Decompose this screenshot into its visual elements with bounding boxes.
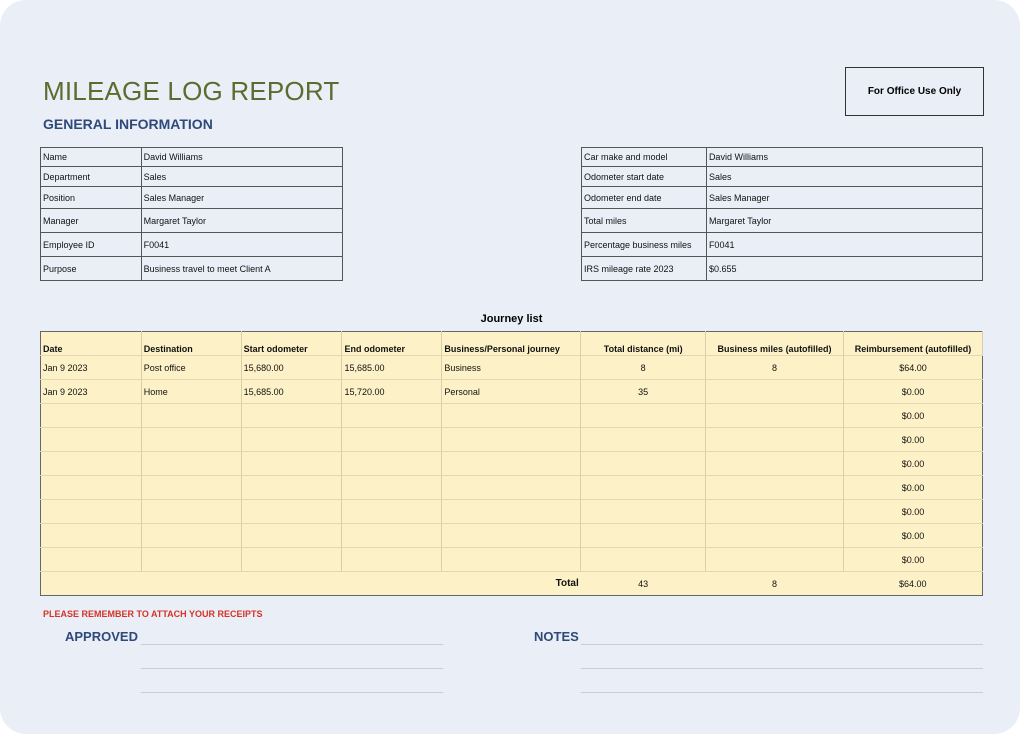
journey-cell[interactable] (41, 500, 142, 524)
receipts-reminder: PLEASE REMEMBER TO ATTACH YOUR RECEIPTS (43, 609, 263, 619)
journey-cell (581, 524, 706, 548)
journey-total-cell: Total (555, 578, 579, 589)
journey-cell[interactable]: 15,680.00 (241, 356, 342, 380)
journey-cell: $0.00 (844, 476, 983, 500)
employee-info-label: Name (41, 148, 142, 167)
journey-cell (706, 452, 844, 476)
journey-row (41, 428, 983, 452)
journey-row (41, 548, 983, 572)
journey-row (41, 452, 983, 476)
employee-info-row (41, 148, 343, 167)
vehicle-info-label: Odometer start date (582, 167, 707, 187)
journey-cell[interactable] (41, 404, 142, 428)
journey-cell[interactable] (442, 524, 581, 548)
journey-cell[interactable]: 15,685.00 (342, 356, 442, 380)
journey-cell[interactable] (342, 452, 442, 476)
journey-row (41, 356, 983, 380)
journey-cell[interactable]: Business (442, 356, 581, 380)
notes-line-1[interactable] (581, 644, 983, 645)
journey-cell[interactable] (342, 428, 442, 452)
page-title: MILEAGE LOG REPORT (43, 76, 340, 106)
journey-total-cell (241, 572, 342, 596)
journey-row (41, 380, 983, 404)
journey-cell[interactable] (342, 500, 442, 524)
journey-cell[interactable] (241, 476, 342, 500)
employee-info-label: Position (41, 187, 142, 209)
journey-cell[interactable] (141, 476, 241, 500)
employee-info-table (40, 147, 343, 281)
journey-cell (581, 548, 706, 572)
journey-cell[interactable] (141, 428, 241, 452)
journey-total-cell: 8 (772, 578, 778, 589)
journey-total-row (41, 572, 983, 596)
journey-cell (706, 380, 844, 404)
journey-cell: $0.00 (844, 548, 983, 572)
journey-cell[interactable]: Home (141, 380, 241, 404)
journey-cell (706, 500, 844, 524)
journey-cell (706, 524, 844, 548)
journey-cell: 8 (581, 356, 706, 380)
employee-info-value[interactable]: Sales (141, 167, 342, 187)
journey-cell[interactable] (141, 500, 241, 524)
office-use-label: For Office Use Only (867, 86, 962, 97)
journey-cell[interactable] (241, 428, 342, 452)
journey-cell[interactable]: Jan 9 2023 (41, 356, 142, 380)
journey-cell (706, 404, 844, 428)
journey-row (41, 404, 983, 428)
journey-cell (706, 548, 844, 572)
journey-cell[interactable] (41, 428, 142, 452)
journey-row (41, 524, 983, 548)
approved-line-1[interactable] (141, 644, 443, 645)
employee-info-row (41, 187, 343, 209)
journey-cell: $0.00 (844, 500, 983, 524)
journey-cell: $0.00 (844, 404, 983, 428)
employee-info-row (41, 257, 343, 281)
journey-table (40, 331, 983, 596)
notes-line-2[interactable] (581, 668, 983, 669)
vehicle-info-value[interactable]: David Williams (706, 148, 982, 167)
journey-cell[interactable] (241, 404, 342, 428)
journey-cell[interactable] (442, 452, 581, 476)
vehicle-info-row (582, 148, 983, 167)
journey-row (41, 476, 983, 500)
vehicle-info-label: Odometer end date (582, 187, 707, 209)
journey-cell: $64.00 (844, 356, 983, 380)
journey-cell[interactable] (141, 548, 241, 572)
employee-info-label: Department (41, 167, 142, 187)
journey-cell[interactable]: Post office (141, 356, 241, 380)
journey-list-title: Journey list (480, 313, 543, 325)
journey-total-cell: $64.00 (898, 578, 927, 589)
journey-cell (581, 452, 706, 476)
employee-info-value[interactable]: F0041 (141, 233, 342, 257)
journey-cell[interactable] (241, 524, 342, 548)
journey-cell: 8 (706, 356, 844, 380)
employee-info-value[interactable]: Business travel to meet Client A (141, 257, 342, 281)
journey-cell[interactable] (342, 524, 442, 548)
journey-cell[interactable] (342, 404, 442, 428)
journey-total-cell (141, 572, 241, 596)
vehicle-info-row (582, 187, 983, 209)
journey-cell: 35 (581, 380, 706, 404)
employee-info-label: Purpose (41, 257, 142, 281)
journey-cell[interactable] (241, 452, 342, 476)
vehicle-info-value[interactable]: Margaret Taylor (706, 209, 982, 233)
notes-line-3[interactable] (581, 692, 983, 693)
approved-line-2[interactable] (141, 668, 443, 669)
journey-header-cell: Reimbursement (autofilled) (844, 332, 983, 356)
journey-cell[interactable]: 15,685.00 (241, 380, 342, 404)
journey-cell[interactable] (141, 452, 241, 476)
journey-row (41, 500, 983, 524)
vehicle-info-value[interactable]: Sales (706, 167, 982, 187)
journey-cell[interactable] (442, 404, 581, 428)
journey-header-cell: Total distance (mi) (581, 332, 706, 356)
journey-cell (706, 428, 844, 452)
general-info-heading: GENERAL INFORMATION (43, 116, 213, 132)
vehicle-info-row (582, 167, 983, 187)
vehicle-info-row (582, 257, 983, 281)
journey-cell[interactable] (41, 524, 142, 548)
journey-cell[interactable] (342, 476, 442, 500)
journey-total-cell (342, 572, 442, 596)
vehicle-info-row (582, 233, 983, 257)
vehicle-info-label: Percentage business miles (582, 233, 707, 257)
vehicle-info-label: IRS mileage rate 2023 (582, 257, 707, 281)
journey-cell (581, 500, 706, 524)
journey-header-row (41, 332, 983, 356)
journey-cell[interactable] (241, 548, 342, 572)
journey-header-cell: Business miles (autofilled) (706, 332, 844, 356)
journey-cell[interactable] (41, 452, 142, 476)
journey-cell[interactable] (141, 524, 241, 548)
vehicle-info-row (582, 209, 983, 233)
journey-cell[interactable] (241, 500, 342, 524)
employee-info-label: Manager (41, 209, 142, 233)
vehicle-info-table (581, 147, 983, 281)
notes-heading: NOTES (534, 629, 579, 644)
approved-line-3[interactable] (141, 692, 443, 693)
journey-cell[interactable] (442, 548, 581, 572)
journey-header-cell: Destination (141, 332, 241, 356)
journey-cell: $0.00 (844, 452, 983, 476)
journey-cell: $0.00 (844, 524, 983, 548)
journey-cell (706, 476, 844, 500)
vehicle-info-value[interactable]: $0.655 (706, 257, 982, 281)
journey-total-cell: 43 (638, 578, 649, 589)
employee-info-label: Employee ID (41, 233, 142, 257)
journey-cell (581, 404, 706, 428)
journey-cell[interactable] (442, 500, 581, 524)
journey-header-cell: Date (41, 332, 142, 356)
employee-info-row (41, 233, 343, 257)
journey-cell[interactable]: 15,720.00 (342, 380, 442, 404)
journey-total-cell (41, 572, 142, 596)
vehicle-info-value[interactable]: Sales Manager (706, 187, 982, 209)
journey-header-cell: End odometer (342, 332, 442, 356)
journey-cell[interactable] (41, 548, 142, 572)
journey-cell (581, 476, 706, 500)
vehicle-info-label: Total miles (582, 209, 707, 233)
journey-cell[interactable] (41, 476, 142, 500)
office-use-box (845, 67, 984, 116)
journey-cell[interactable] (342, 548, 442, 572)
vehicle-info-label: Car make and model (582, 148, 707, 167)
journey-cell[interactable] (141, 404, 241, 428)
journey-cell (581, 428, 706, 452)
journey-cell[interactable] (442, 476, 581, 500)
employee-info-row (41, 209, 343, 233)
journey-cell[interactable]: Jan 9 2023 (41, 380, 142, 404)
approved-heading: APPROVED (65, 629, 138, 644)
vehicle-info-value[interactable]: F0041 (706, 233, 982, 257)
employee-info-value[interactable]: Margaret Taylor (141, 209, 342, 233)
journey-cell[interactable] (442, 428, 581, 452)
journey-header-cell: Business/Personal journey (442, 332, 581, 356)
employee-info-row (41, 167, 343, 187)
journey-cell[interactable]: Personal (442, 380, 581, 404)
employee-info-value[interactable]: David Williams (141, 148, 342, 167)
journey-cell: $0.00 (844, 380, 983, 404)
journey-header-cell: Start odometer (241, 332, 342, 356)
journey-cell: $0.00 (844, 428, 983, 452)
employee-info-value[interactable]: Sales Manager (141, 187, 342, 209)
